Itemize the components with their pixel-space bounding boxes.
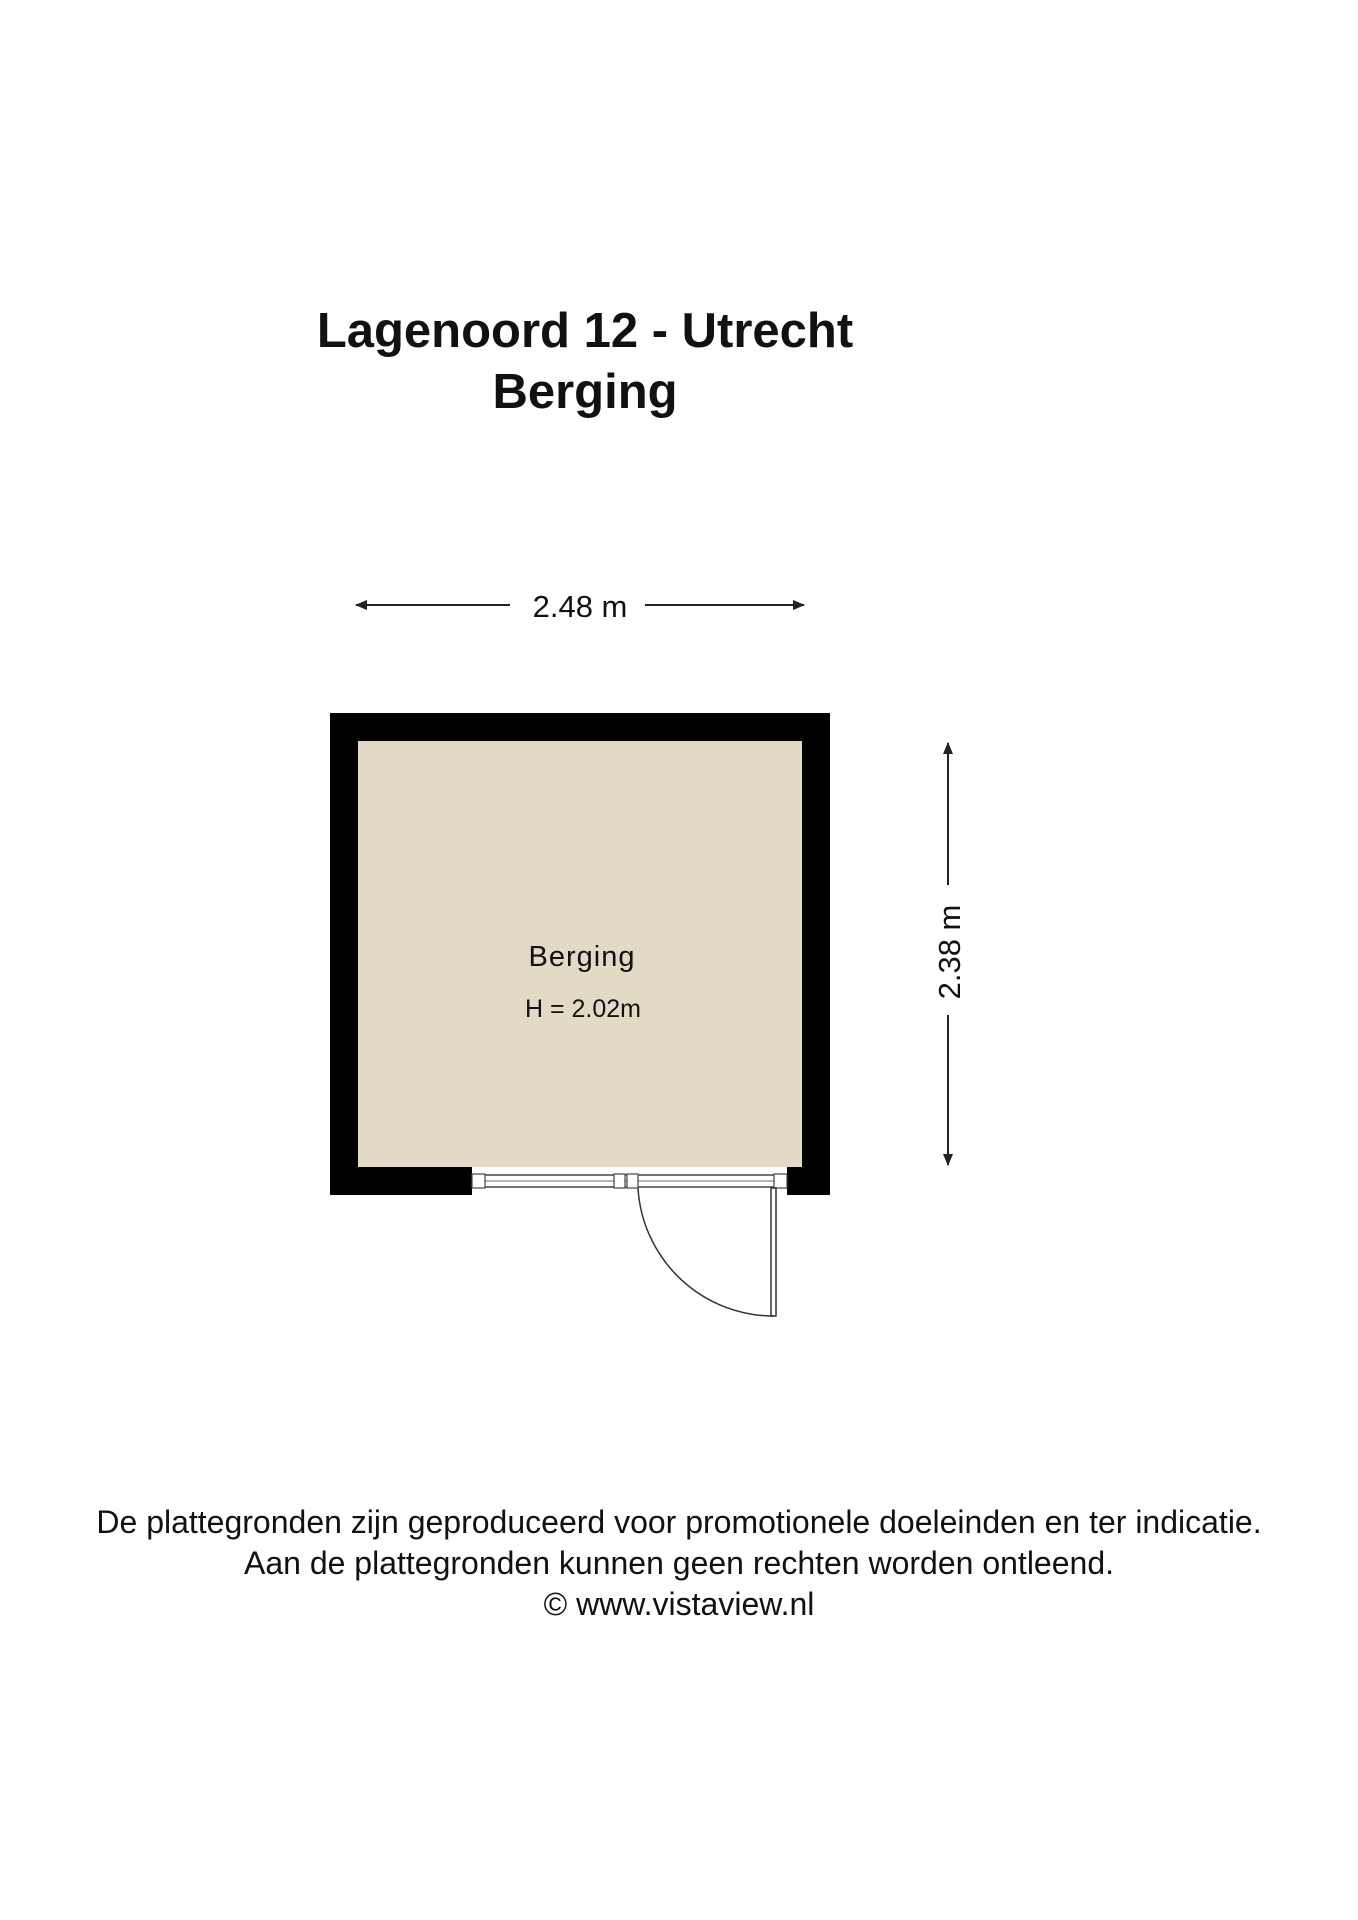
floor-subtitle: Berging [492, 365, 678, 419]
disclaimer-line-2: Aan de plattegronden kunnen geen rechten worden ontleend. [243, 1545, 1114, 1581]
page-title: Lagenoord 12 - Utrecht [316, 304, 854, 358]
wall-bottom-right [787, 1167, 830, 1195]
door-jamb-center-a [614, 1174, 625, 1188]
disclaimer-line-1: De plattegronden zijn geproduceerd voor promotionele doeleinden en ter indicatie. [96, 1504, 1262, 1540]
depth-dimension-label: 2.38 m [932, 904, 967, 1000]
wall-right [802, 713, 830, 1195]
wall-bottom-left [330, 1167, 472, 1195]
door-swing-arc [638, 1188, 774, 1316]
copyright-link[interactable]: © www.vistaview.nl [543, 1586, 815, 1622]
room-label: Berging [528, 941, 636, 973]
room-height-label: H = 2.02m [524, 995, 642, 1023]
width-dimension [356, 589, 804, 624]
door-frame [472, 1167, 787, 1195]
wall-left [330, 713, 358, 1195]
depth-dimension [932, 743, 967, 1165]
door-jamb-right [774, 1174, 787, 1188]
door [638, 1188, 776, 1316]
door-jamb-center-b [627, 1174, 638, 1188]
door-jamb-left [472, 1174, 485, 1188]
wall-top [330, 713, 830, 741]
door-leaf [771, 1188, 776, 1316]
width-dimension-label: 2.48 m [532, 589, 628, 624]
